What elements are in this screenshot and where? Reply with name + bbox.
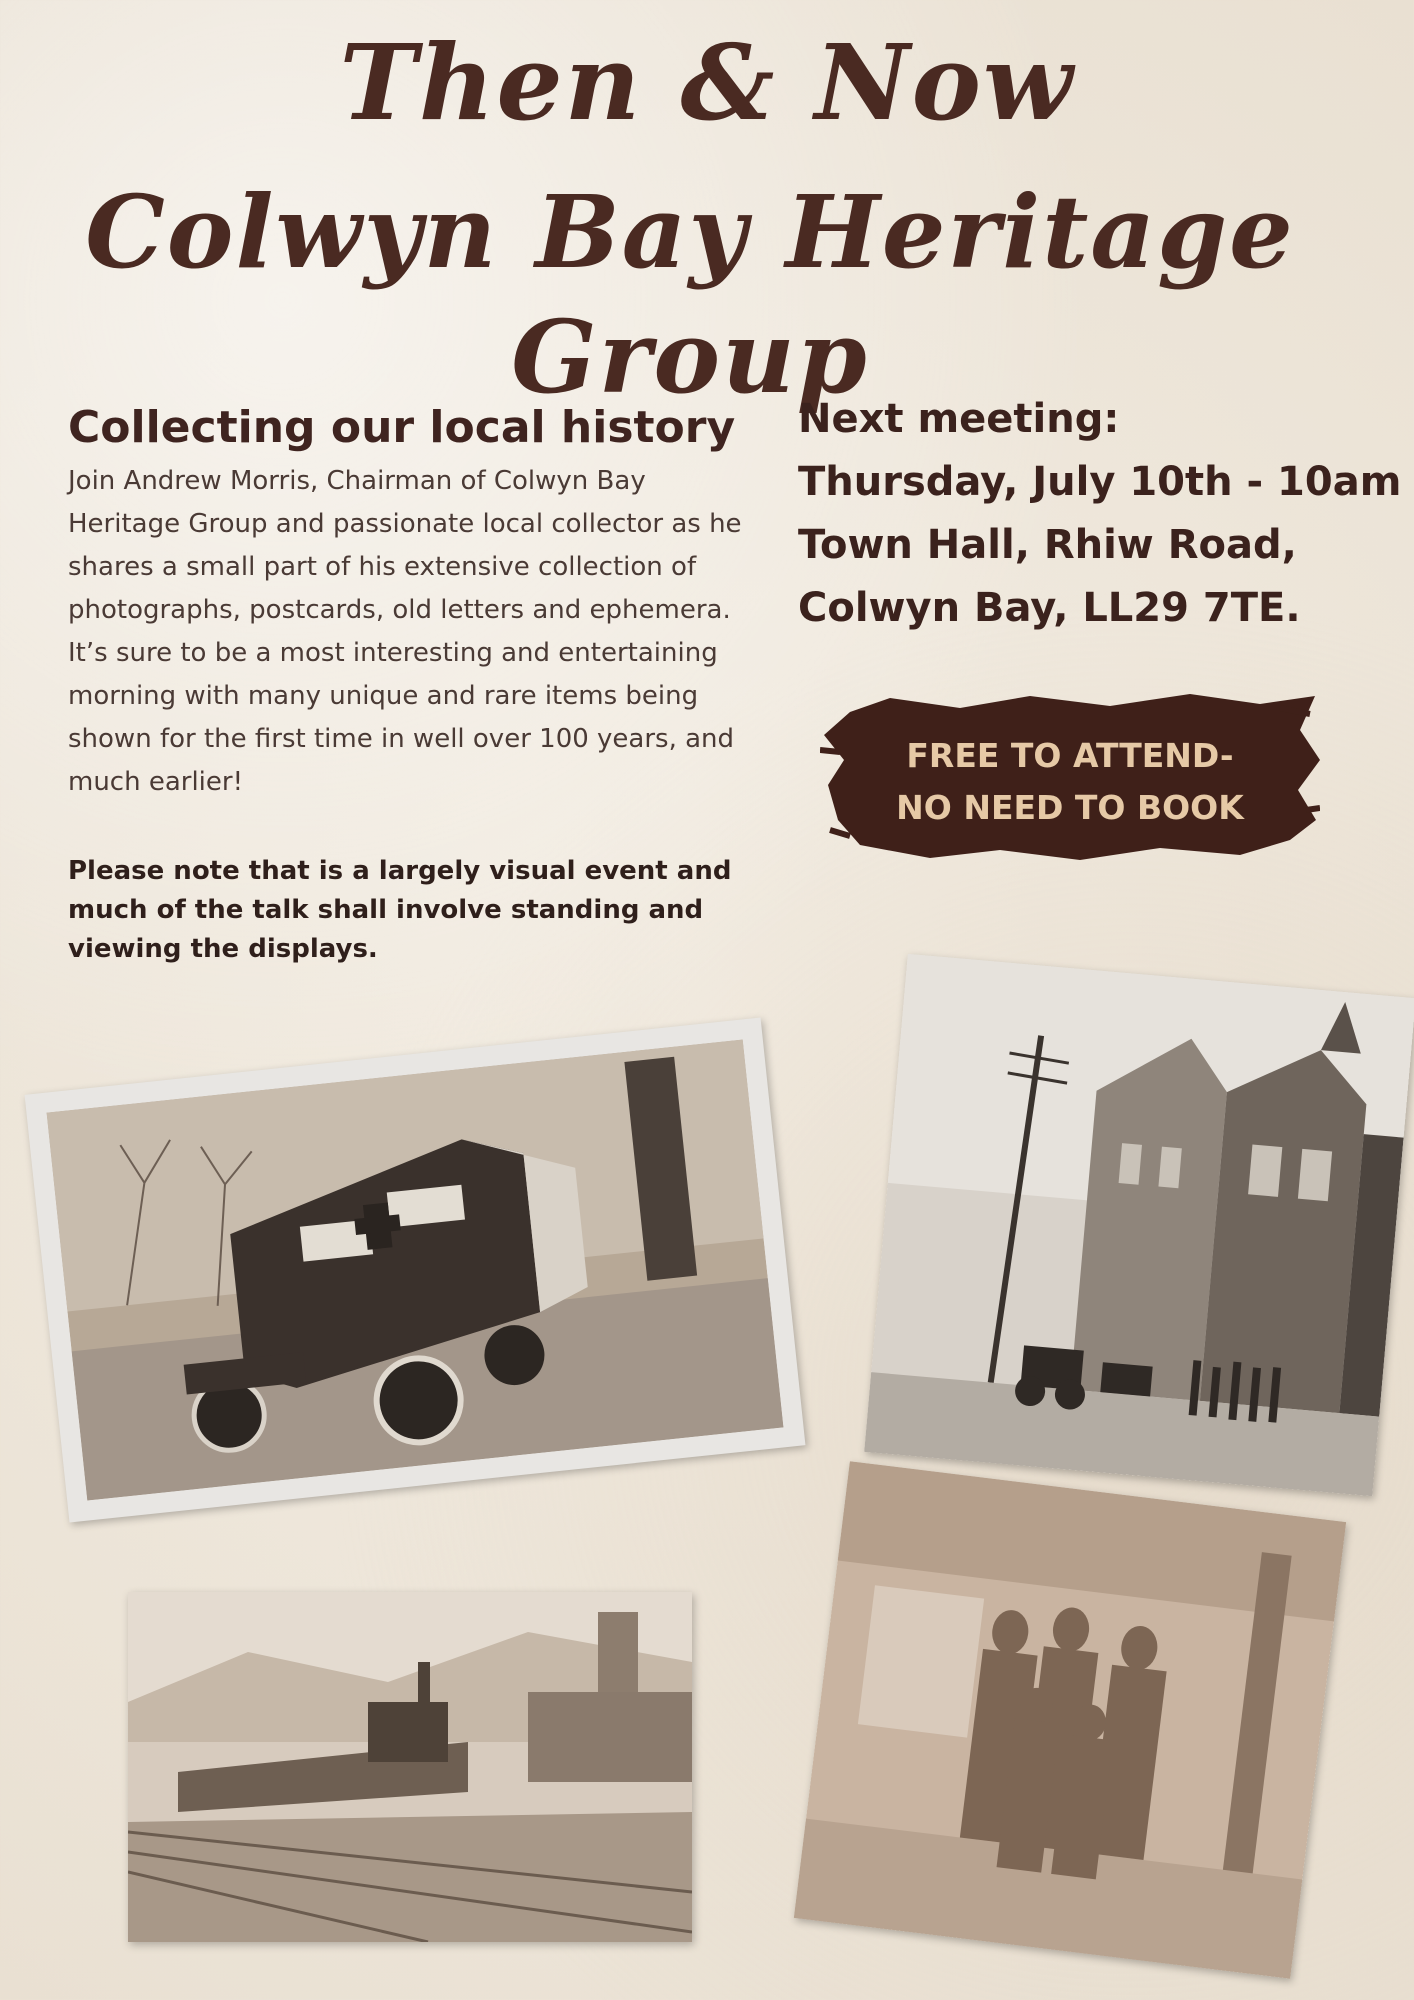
section-heading: Collecting our local history [68,402,736,453]
meeting-date: Thursday, July 10th - 10am [798,459,1402,505]
intro-section [68,400,758,969]
street-scene-photo [864,954,1414,1497]
meeting-venue-line1: Town Hall, Rhiw Road, [798,522,1297,568]
meeting-label: Next meeting: [798,396,1120,442]
poster-subtitle: Colwyn Bay Heritage Group [85,173,1295,416]
group-portrait-photo [794,1461,1346,1979]
free-admission-badge [820,690,1320,865]
poster-title: Then & Now [339,21,1075,144]
group-image [794,1461,1346,1979]
ambulance-image [47,1039,784,1500]
accessibility-note: Please note that is a largely visual event and much of the talk shall involve standing and viewing the displays. [68,856,732,964]
street-image [864,954,1414,1497]
meeting-venue-line2: Colwyn Bay, LL29 7TE. [798,585,1301,631]
badge-line1: FREE TO ATTEND- [906,736,1234,775]
badge-line2: NO NEED TO BOOK [896,788,1244,827]
ambulance-photo [25,1018,806,1523]
train-image [128,1592,692,1942]
intro-paragraph: Join Andrew Morris, Chairman of Colwyn Bay Heritage Group and passionate local collector as he shares a small part of his extensive collection of photographs, postcards, old letters and ephemera. It’s sure to be a most interesting and entertaining morning with many unique and rare items being shown for the first time in well over 100 years, and much earlier! [68,466,742,797]
meeting-details [798,388,1402,640]
railway-station-photo [128,1592,692,1942]
